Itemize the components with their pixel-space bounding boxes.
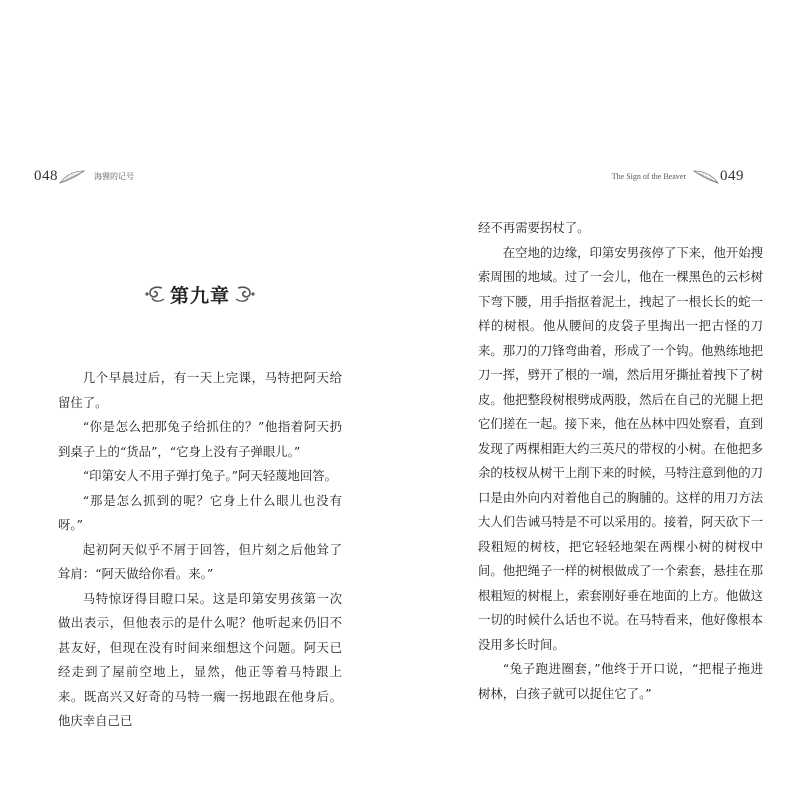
chapter-title: 第九章 [169,284,230,307]
left-page-number: 048 [34,168,58,184]
paragraph: 几个早晨过后，有一天上完课，马特把阿天给留住了。 [58,370,342,410]
paragraph: 起初阿天似乎不屑于回答，但片刻之后他耸了耸肩：“阿天做给你看。来。” [58,541,342,581]
left-body-text [58,366,342,734]
continuation-line: 经不再需要拐杖了。 [478,220,590,235]
paragraph: “印第安人不用子弹打兔子。”阿天轻蔑地回答。 [82,468,338,483]
right-flourish-icon [234,284,256,304]
feather-icon [692,169,720,185]
paragraph: “兔子跑进圈套，”他终于开口说，“把棍子拖进树林，白孩子就可以捉住它了。” [478,661,763,701]
right-running-head [612,168,744,185]
left-flourish-icon [144,284,166,304]
left-book-title: 海狸的记号 [94,172,134,181]
right-book-title: The Sign of the Beaver [611,172,686,181]
paragraph: 在空地的边缘，印第安男孩停了下来，他开始搜索周围的地域。过了一会儿，他在一棵黑色的云杉树下弯下腰，用手指抠着泥土，拽起了一根长长的蛇一样的树根。他从腰间的皮袋子里掏出一把古怪的刀来。那刀的刀锋弯曲着，形成了一个钩。他熟练地把刀一挥，劈开了根的一端，然后用牙撕扯着拽下了树皮。他把整段树根劈成两股，然后在自己的光腿上把它们搓在一起。接下来，他在丛林中四处察看，直到发现了两棵相距大约三英尺的带杈的小树。在他把多余的枝杈从树干上削下来的时候，马特注意到他的刀口是由外向内对着他自己的胸脯的。这样的用刀方法大人们告诫马特是不可以采用的。接着，阿天砍下一段粗短的树枝，把它轻轻地架在两棵小树的树杈中间。他把绳子一样的树根做成了一个索套，悬挂在那根粗短的树棍上，索套刚好垂在地面的上方。他做这一切的时候什么话也不说。在马特看来，他好像根本没用多长时间。 [478,244,763,652]
chapter-heading [140,278,260,310]
left-running-head [34,168,134,185]
right-body-text [478,216,763,706]
paragraph: 马特惊讶得目瞪口呆。这是印第安男孩第一次做出表示，但他表示的是什么呢？他听起来仍旧不甚友好，但现在没有时间来细想这个问题。阿天已经走到了屋前空地上，显然，他正等着马特跟上来。既高兴又好奇的马特一瘸一拐地跟在他身后。他庆幸自己已 [58,590,342,728]
right-page-number: 049 [720,168,744,184]
paragraph: “你是怎么把那兔子给抓住的？”他指着阿天扔到桌子上的“货品”，“它身上没有子弹眼儿。” [58,419,342,459]
feather-icon [58,169,86,185]
paragraph: “那是怎么抓到的呢？它身上什么眼儿也没有呀。” [58,492,342,532]
